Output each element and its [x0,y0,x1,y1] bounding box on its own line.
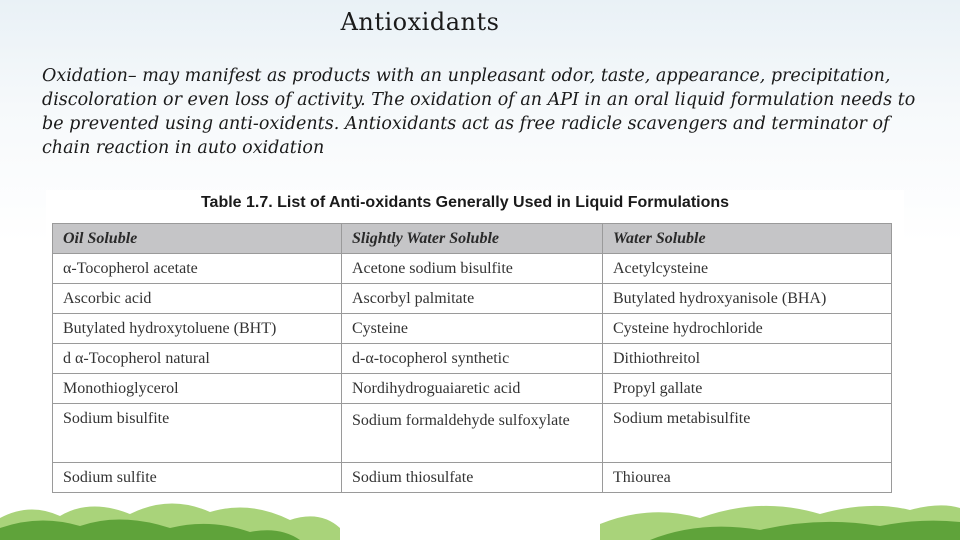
intro-paragraph: Oxidation– may manifest as products with an unpleasant odor, taste, appearance, precipitation, discoloration or even loss of activity. The oxidation of an API in an oral liquid formulation needs to be prevented using anti-oxidents. Antioxidants act as free radicle scavengers and terminator of chain reaction in auto oxidation [42,66,916,158]
table-cell: Sodium sulfite [53,463,342,493]
table-cell: Butylated hydroxytoluene (BHT) [53,314,342,344]
slide-title-text: Antioxidants [340,8,500,36]
table-cell: Cysteine [342,314,603,344]
table-row [53,284,892,314]
table-cell: Butylated hydroxyanisole (BHA) [603,284,892,314]
table-cell: Nordihydroguaiaretic acid [342,374,603,404]
table-row [53,404,892,463]
header-oil-soluble: Oil Soluble [53,224,342,254]
table-cell: d α-Tocopherol natural [53,344,342,374]
table-caption [46,194,904,212]
table-cell: Sodium bisulfite [53,404,342,463]
table-cell: Monothioglycerol [53,374,342,404]
header-water-soluble: Water Soluble [603,224,892,254]
grass-front-layer [0,519,960,540]
antioxidant-table [52,223,892,493]
table-cell: Sodium metabisulfite [603,404,892,463]
table-row [53,344,892,374]
slide-title [0,8,960,36]
table-row [53,314,892,344]
table-cell: Propyl gallate [603,374,892,404]
table-cell: Acetone sodium bisulfite [342,254,603,284]
table-cell: Sodium formaldehyde sulfoxylate [342,404,603,463]
table-header-row [53,224,892,254]
table-cell: d-α-tocopherol synthetic [342,344,603,374]
table-cell: Ascorbic acid [53,284,342,314]
grass-decoration [0,480,960,540]
table-row [53,254,892,284]
table-cell: α-Tocopherol acetate [53,254,342,284]
antioxidant-table-panel [46,190,904,500]
table-cell: Dithiothreitol [603,344,892,374]
table-cell: Thiourea [603,463,892,493]
table-caption-text: Table 1.7. List of Anti-oxidants Generally Used in Liquid Formulations [200,194,730,211]
table-cell: Ascorbyl palmitate [342,284,603,314]
table-cell: Sodium thiosulfate [342,463,603,493]
table-cell: Cysteine hydrochloride [603,314,892,344]
table-row [53,374,892,404]
header-slightly-water-soluble: Slightly Water Soluble [342,224,603,254]
table-cell: Acetylcysteine [603,254,892,284]
